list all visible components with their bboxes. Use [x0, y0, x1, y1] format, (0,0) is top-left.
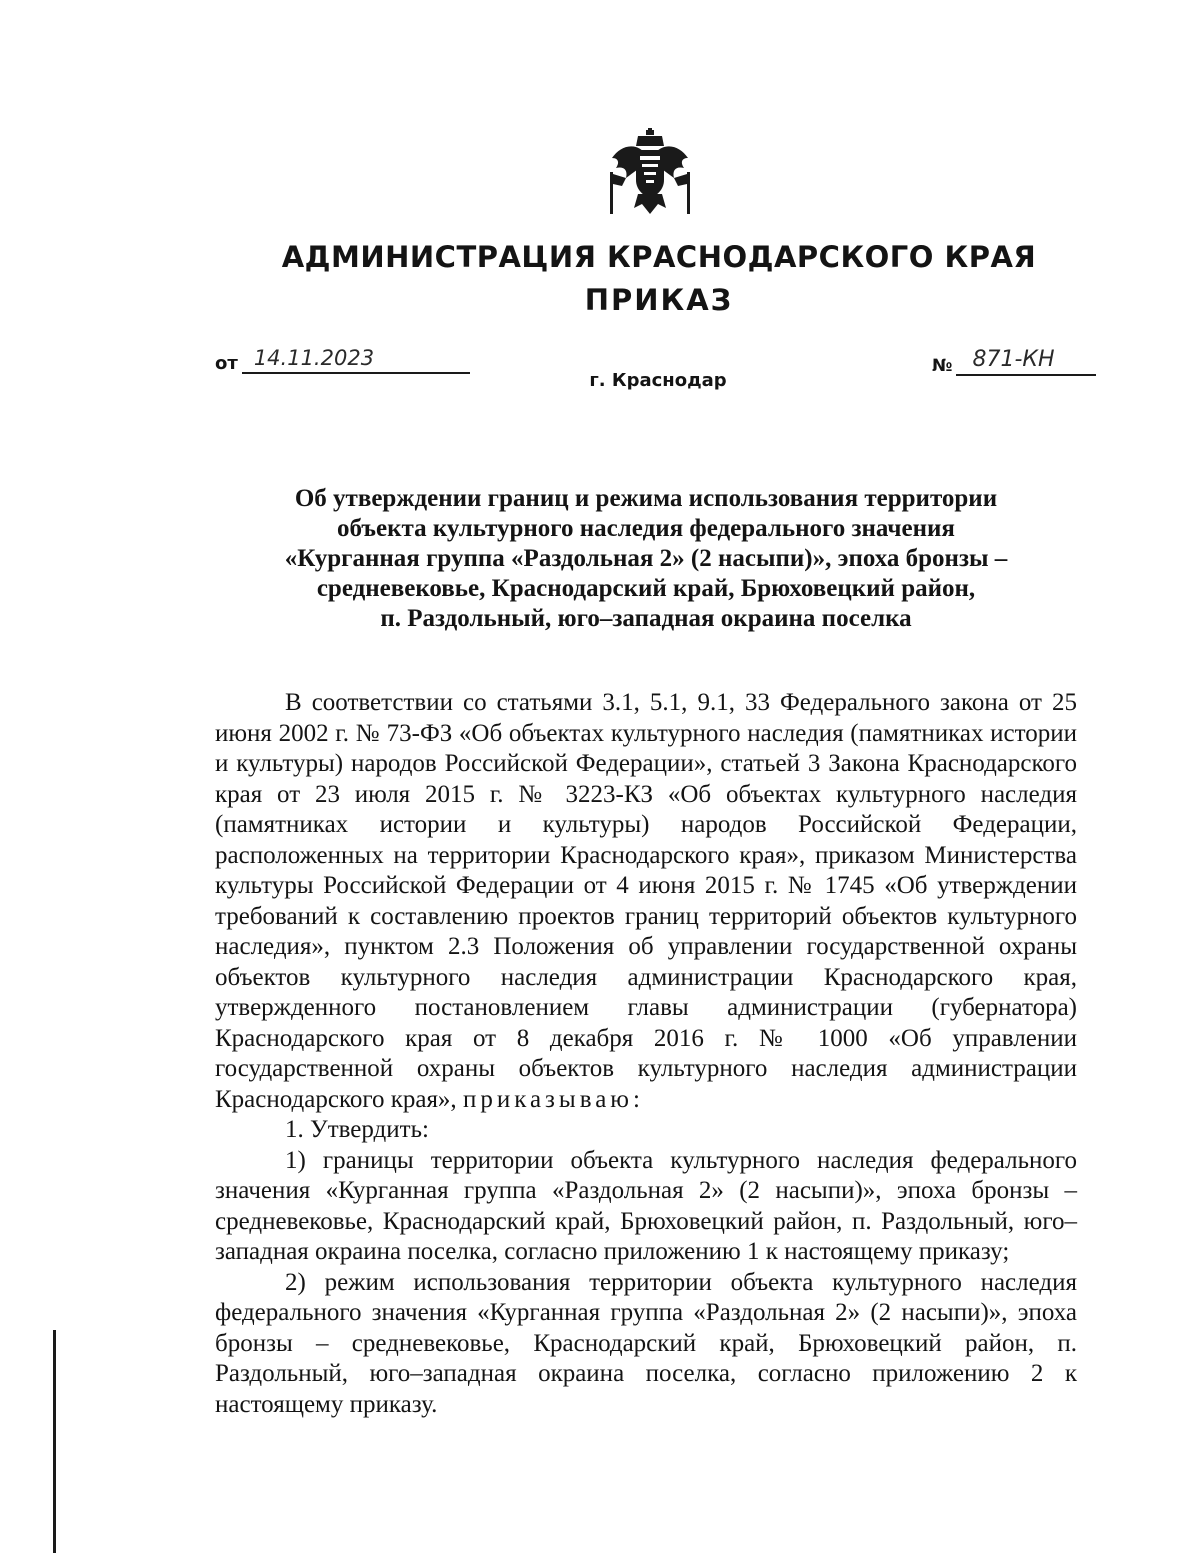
organization-title: АДМИНИСТРАЦИЯ КРАСНОДАРСКОГО КРАЯ [281, 240, 1037, 274]
subject-line: п. Раздольный, юго–западная окраина поселка [380, 605, 912, 632]
order-body [215, 688, 1077, 1420]
subject-line: «Курганная группа «Раздольная 2» (2 насыпи)», эпоха бронзы – [284, 545, 1008, 572]
date-prefix: от [215, 353, 238, 374]
item-1: 1. Утвердить: [285, 1116, 429, 1143]
krasnodar-coat-of-arms-icon [608, 128, 692, 220]
preamble-text: В соответствии со статьями 3.1, 5.1, 9.1, 33 Федерального закона от 25 июня 2002 г. № 73-ФЗ «Об объектах культурного наследия (памятниках истории и культуры) народов Российской Федерации», статьей 3 Закона Краснодарского края от 23 июля 2015 г. № 3223-КЗ «Об объектах культурного наследия (памятниках истории и культуры) народов Российской Федерации, расположенных на территории Краснодарского края», приказом Министерства культуры Российской Федерации от 4 июня 2015 г. № 1745 «Об утверждении требований к составлению проектов границ территорий объектов культурного наследия», пунктом 2.3 Положения об управлении государственной охраны объектов культурного наследия администрации Краснодарского края, утвержденного постановлением главы администрации (губернатора) Краснодарского края от 8 декабря 2016 г. № 1000 «Об управлении государственной охраны объектов культурного наследия администрации Краснодарского края», [215, 689, 1077, 1113]
city-label: г. Краснодар [589, 370, 727, 391]
document-type-title: ПРИКАЗ [584, 283, 734, 317]
date-value: 14.11.2023 [242, 344, 470, 374]
item-1-1: 1) границы территории объекта культурного наследия федерального значения «Курганная группа «Раздольная 2» (2 насыпи)», эпоха бронзы – средневековье, Краснодарский край, Брюховецкий район, п. Раздольный, юго–западная окраина поселка, согласно приложению 1 к настоящему приказу; [215, 1146, 1077, 1265]
subject-line: объекта культурного наследия федерального значения [337, 515, 955, 542]
number-value: 871-КН [956, 346, 1096, 376]
scan-edge-line [53, 1330, 56, 1553]
order-subject [215, 484, 1077, 634]
item-1-2: 2) режим использования территории объекта культурного наследия федерального значения «Курганная группа «Раздольная 2» (2 насыпи)», эпоха бронзы – средневековье, Краснодарский край, Брюховецкий район, п. Раздольный, юго–западная окраина поселка, согласно приложению 2 к настоящему приказу. [215, 1268, 1077, 1418]
subject-line: средневековье, Краснодарский край, Брюховецкий район, [316, 575, 976, 602]
number-sign: № [932, 356, 953, 376]
preamble-paragraph [215, 688, 1077, 1115]
subject-line: Об утверждении границ и режима использования территории [294, 485, 998, 512]
order-word: приказываю: [462, 1085, 644, 1113]
